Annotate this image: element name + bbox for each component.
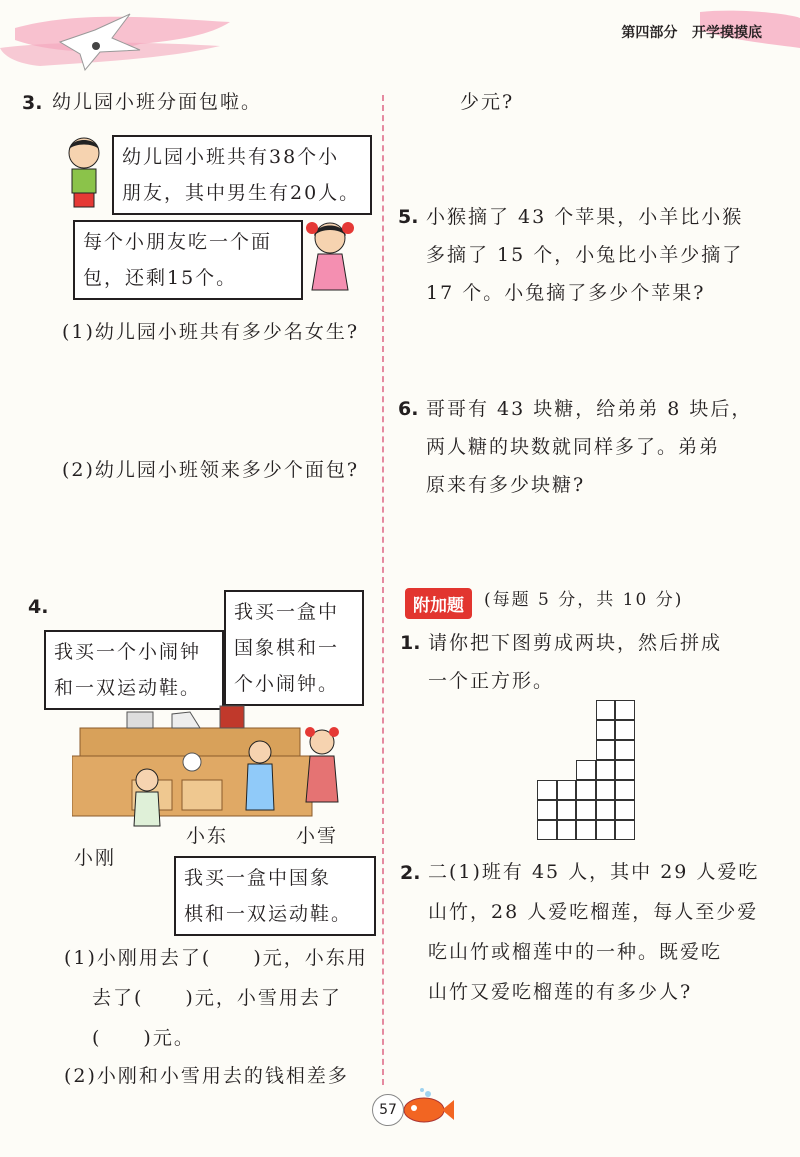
q4-xiaoxue-bubble: 我买一盒中 国象棋和一 个小闹钟。	[224, 590, 364, 706]
grid-cell	[537, 820, 557, 840]
bonus-q2-number: 2.	[400, 862, 421, 884]
grid-cell	[557, 800, 577, 820]
bonus-note: (每题 5 分，共 10 分)	[484, 590, 684, 610]
column-divider	[382, 95, 384, 1085]
grid-cell	[537, 800, 557, 820]
grid-cell	[596, 800, 616, 820]
q5-text: 小猴摘了 43 个苹果，小羊比小猴 多摘了 15 个，小兔比小羊少摘了 17 个。小兔摘了多少个苹果?	[426, 206, 744, 304]
grid-cell	[537, 780, 557, 800]
grid-cell	[596, 740, 616, 760]
q4-number: 4.	[28, 596, 49, 618]
name-xiaogang: 小刚	[74, 847, 117, 869]
q4-xiaodong-bubble: 我买一盒中国象 棋和一双运动鞋。	[174, 856, 376, 936]
grid-cell	[615, 800, 635, 820]
grid-cell	[615, 700, 635, 720]
grid-cell	[615, 720, 635, 740]
q3-sub2: (2)幼儿园小班领来多少个面包?	[62, 459, 360, 481]
q4-xiaogang-bubble: 我买一个小闹钟 和一双运动鞋。	[44, 630, 224, 710]
q3-boy-bubble: 幼儿园小班共有38个小 朋友，其中男生有20人。	[112, 135, 372, 215]
header-title: 第四部分 开学摸摸底	[621, 25, 762, 41]
grid-cell	[615, 780, 635, 800]
bonus-tag: 附加题	[405, 588, 472, 619]
grid-cell	[596, 760, 616, 780]
q6-text: 哥哥有 43 块糖，给弟弟 8 块后， 两人糖的块数就同样多了。弟弟 原来有多少块糖?	[426, 398, 753, 496]
q5-number: 5.	[398, 206, 419, 228]
grid-cell	[576, 780, 596, 800]
girl-figure-q3	[300, 218, 360, 300]
bonus-q1-number: 1.	[400, 632, 421, 654]
grid-cell	[615, 820, 635, 840]
header-decoration	[0, 0, 800, 90]
grid-cell	[596, 720, 616, 740]
q4-sub2: (2)小刚和小雪用去的钱相差多	[64, 1065, 349, 1087]
boy-figure-q3	[62, 135, 107, 210]
grid-cell	[557, 820, 577, 840]
page-number: 57	[372, 1094, 404, 1126]
grid-cell	[557, 780, 577, 800]
q4-sub2-continued: 少元?	[460, 91, 515, 113]
q3-girl-bubble: 每个小朋友吃一个面 包，还剩15个。	[73, 220, 303, 300]
grid-cell	[615, 740, 635, 760]
grid-cell	[576, 800, 596, 820]
grid-cell	[576, 820, 596, 840]
q3-sub1: (1)幼儿园小班共有多少名女生?	[62, 321, 360, 343]
name-xiaoxue: 小雪	[296, 825, 339, 847]
bonus-q2-text: 二(1)班有 45 人，其中 29 人爱吃 山竹，28 人爱吃榴莲，每人至少爱 吃山竹或榴莲中的一种。既爱吃 山竹又爱吃榴莲的有多少人?	[428, 861, 760, 1003]
grid-cell	[596, 820, 616, 840]
grid-cell	[576, 760, 596, 780]
bonus-q1-text: 请你把下图剪成两块，然后拼成 一个正方形。	[428, 632, 723, 692]
q4-sub1: (1)小刚用去了( )元，小东用 去了( )元，小雪用去了 ( )元。	[64, 947, 368, 1049]
q3-number: 3.	[22, 92, 43, 114]
grid-cell	[596, 780, 616, 800]
fish-icon	[398, 1088, 454, 1128]
staircase-grid	[537, 700, 637, 840]
grid-cell	[615, 760, 635, 780]
name-xiaodong: 小东	[186, 825, 229, 847]
grid-cell	[596, 700, 616, 720]
q3-title: 幼儿园小班分面包啦。	[52, 91, 263, 113]
q6-number: 6.	[398, 398, 419, 420]
